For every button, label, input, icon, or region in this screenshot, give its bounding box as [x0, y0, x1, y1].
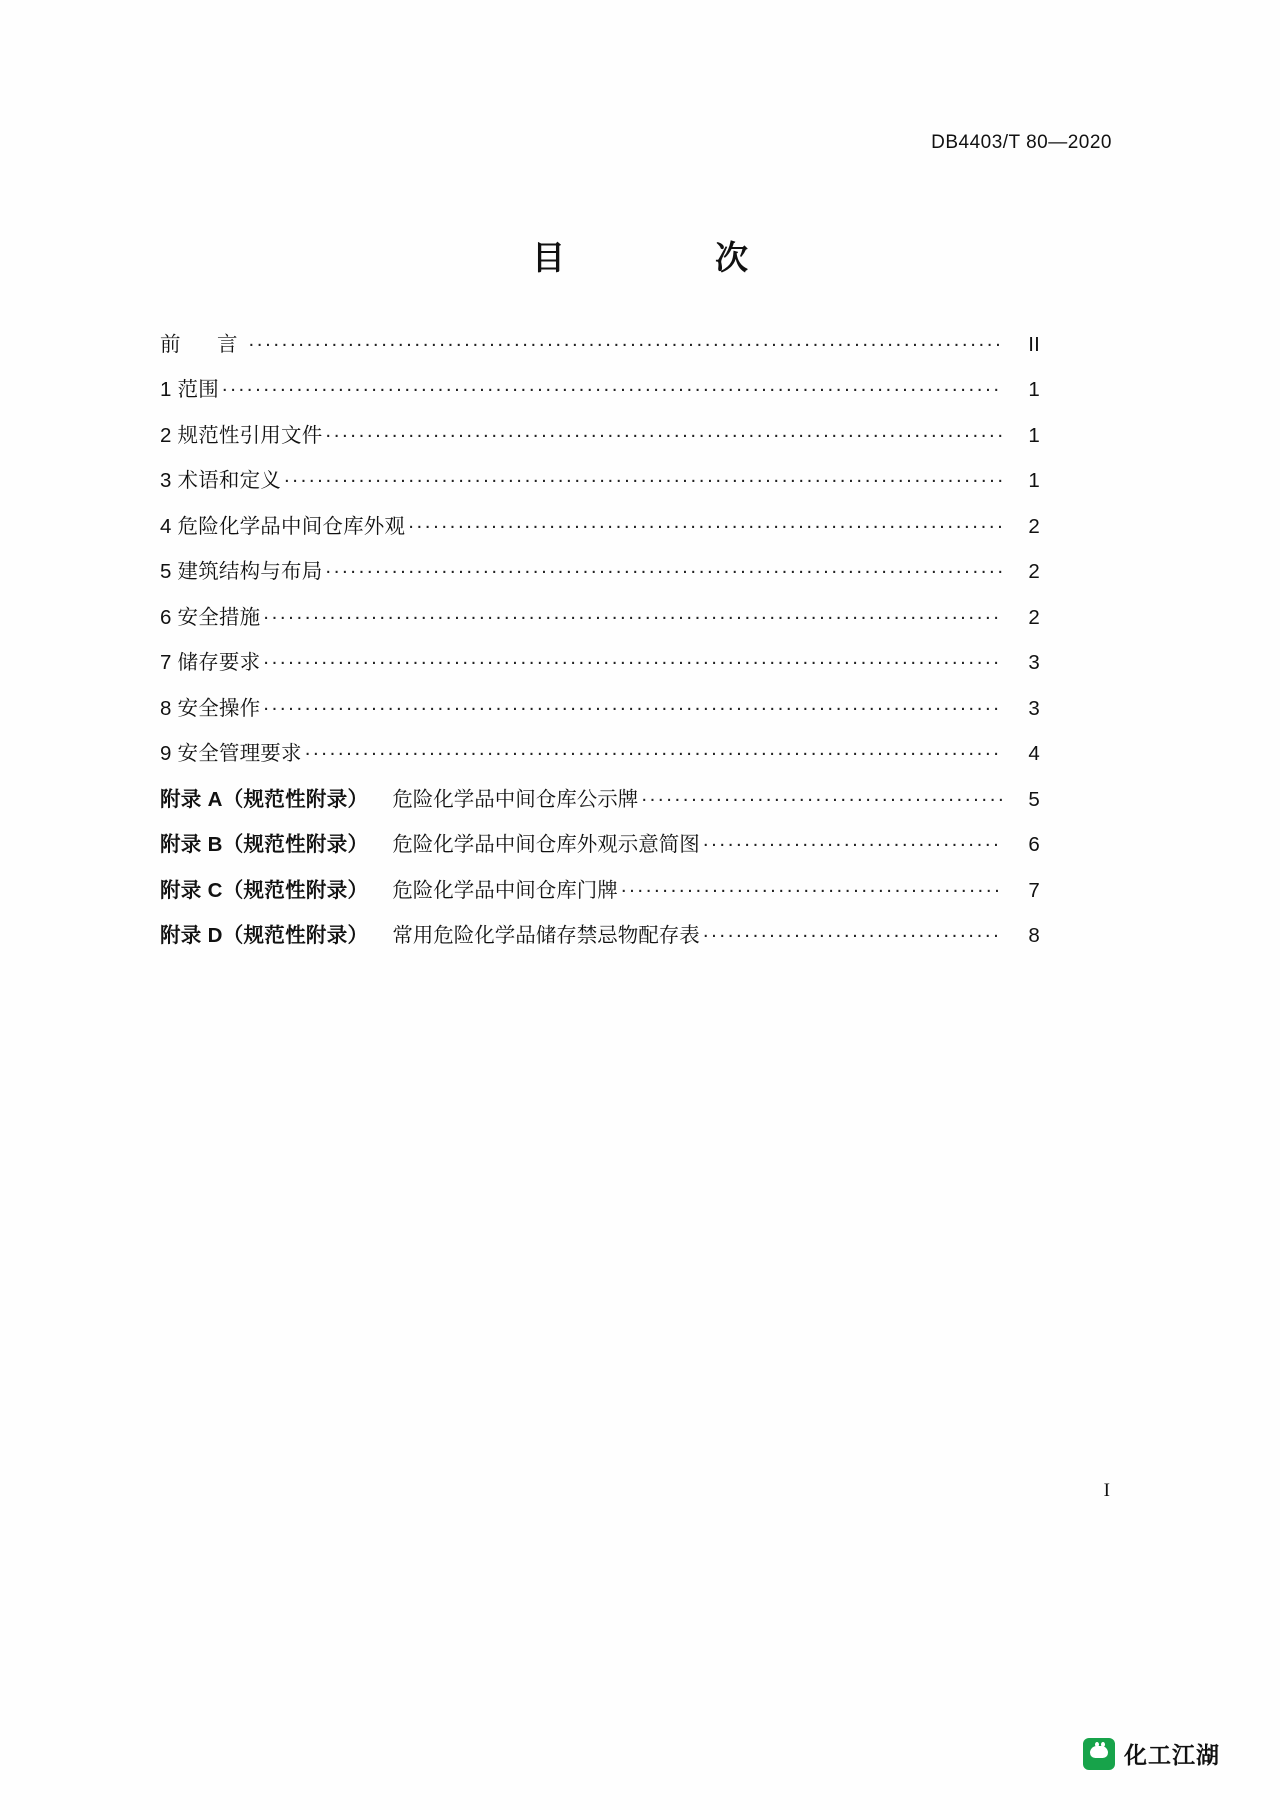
page-folio: I	[1103, 1480, 1110, 1501]
toc-entry-label: 前 言	[160, 332, 246, 356]
toc-entry-page: 5	[1028, 787, 1040, 811]
toc-entry-clause-2[interactable]	[160, 421, 1040, 446]
toc-entry-label: 9 安全管理要求	[160, 742, 302, 765]
toc-entry-clause-5[interactable]	[160, 558, 1040, 583]
toc-leader-dots	[621, 876, 1003, 897]
toc-entry-clause-7[interactable]	[160, 649, 1040, 674]
toc-leader-dots	[222, 376, 1003, 397]
toc-annex-title: 危险化学品中间仓库公示牌	[392, 787, 639, 811]
toc-entry-clause-1[interactable]	[160, 376, 1040, 401]
toc-entry-label: 3 术语和定义	[160, 469, 281, 492]
toc-leader-dots	[249, 330, 1004, 351]
toc-leader-dots	[703, 831, 1003, 852]
toc-entry-annex-c[interactable]	[160, 876, 1040, 901]
toc-entry-annex-d[interactable]	[160, 922, 1040, 947]
toc-entry-preface[interactable]	[160, 330, 1040, 355]
toc-leader-dots	[305, 740, 1003, 761]
toc-annex-tag: 附录 A（规范性附录）	[160, 787, 369, 811]
toc-leader-dots	[284, 467, 1003, 488]
toc-entry-page: 3	[1028, 696, 1040, 720]
watermark	[1083, 1737, 1220, 1770]
toc-entry-label: 6 安全措施	[160, 605, 261, 629]
toc-entry-label: 2 规范性引用文件	[160, 423, 323, 447]
toc-entry-label: 4 危险化学品中间仓库外观	[160, 514, 406, 538]
toc-entry-label: 5 建筑结构与布局	[160, 560, 323, 583]
toc-annex-title: 常用危险化学品储存禁忌物配存表	[392, 924, 700, 947]
toc-entry-label: 8 安全操作	[160, 696, 261, 720]
toc-entry-clause-4[interactable]	[160, 512, 1040, 537]
toc-annex-tag: 附录 B（规范性附录）	[160, 833, 369, 856]
toc-entry-clause-6[interactable]	[160, 603, 1040, 628]
toc-leader-dots	[703, 922, 1003, 943]
toc-entry-page: II	[1028, 332, 1040, 356]
toc-entry-page: 3	[1028, 651, 1040, 674]
toc-leader-dots	[325, 421, 1003, 442]
toc-entry-page: 2	[1028, 514, 1040, 538]
toc-entry-label: 1 范围	[160, 378, 219, 401]
page-title: 目 次	[532, 239, 776, 276]
toc-entry-page: 1	[1028, 378, 1040, 401]
toc-annex-title: 危险化学品中间仓库门牌	[392, 878, 618, 902]
toc-entry-annex-b[interactable]	[160, 831, 1040, 856]
toc-entry-clause-9[interactable]	[160, 740, 1040, 765]
wechat-account-logo-icon	[1083, 1738, 1115, 1770]
toc-leader-dots	[263, 649, 1003, 670]
toc-entry-page: 8	[1028, 924, 1040, 947]
table-of-contents	[160, 330, 1040, 967]
toc-leader-dots	[263, 603, 1003, 624]
toc-entry-page: 2	[1028, 560, 1040, 583]
toc-entry-page: 7	[1028, 878, 1040, 902]
toc-entry-clause-8[interactable]	[160, 694, 1040, 719]
toc-leader-dots	[263, 694, 1003, 715]
toc-entry-clause-3[interactable]	[160, 467, 1040, 492]
watermark-label: 化工江湖	[1124, 1742, 1220, 1768]
toc-leader-dots	[641, 785, 1003, 806]
toc-annex-tag: 附录 D（规范性附录）	[160, 924, 369, 947]
toc-entry-label: 7 储存要求	[160, 651, 261, 674]
toc-entry-page: 1	[1028, 423, 1040, 447]
toc-entry-page: 2	[1028, 605, 1040, 629]
toc-leader-dots	[325, 558, 1003, 579]
toc-annex-title: 危险化学品中间仓库外观示意简图	[392, 833, 700, 856]
toc-leader-dots	[408, 512, 1003, 533]
toc-entry-page: 6	[1028, 833, 1040, 856]
standard-number: DB4403/T 80—2020	[931, 132, 1112, 153]
toc-entry-page: 4	[1028, 742, 1040, 765]
toc-annex-tag: 附录 C（规范性附录）	[160, 878, 369, 902]
toc-entry-annex-a[interactable]	[160, 785, 1040, 810]
toc-entry-page: 1	[1028, 469, 1040, 492]
